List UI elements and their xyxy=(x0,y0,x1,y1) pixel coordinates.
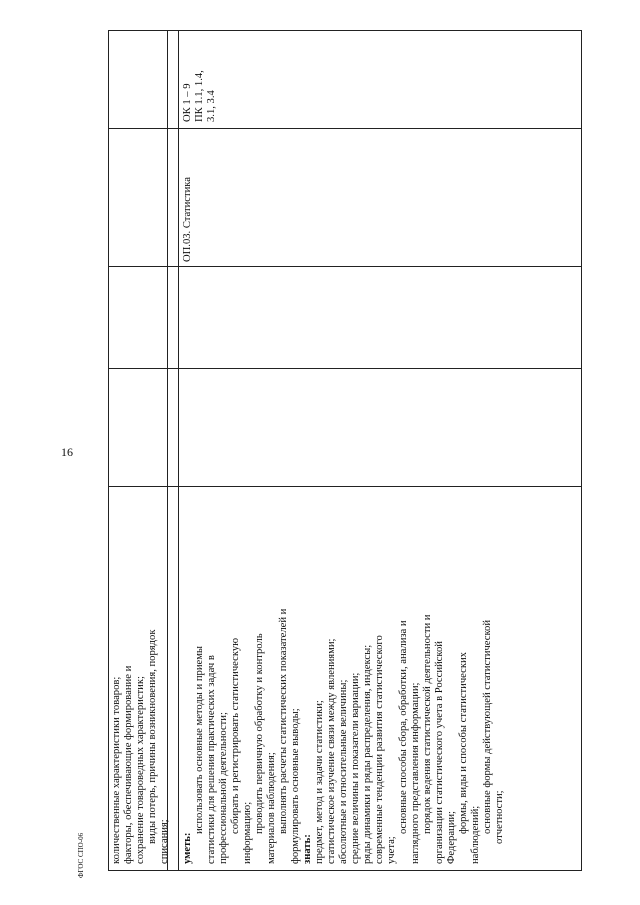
text-line: знать: xyxy=(302,834,313,864)
row-divider-competencies xyxy=(108,128,582,129)
row-divider-mid xyxy=(108,368,582,369)
text-line: современные тенденции развития статистического xyxy=(374,635,385,864)
text-line: уметь: xyxy=(182,832,193,864)
text-line: предмет, метод и задачи статистики; xyxy=(314,700,325,864)
page-number: 16 xyxy=(61,445,73,459)
text-line: виды потерь, причины возникновения, порядок xyxy=(147,629,158,844)
text-line: Федерации; xyxy=(446,811,457,864)
table-border-bottom xyxy=(108,870,582,871)
text-line: информацию; xyxy=(242,801,253,864)
table-border-right xyxy=(581,30,582,871)
table-border-top xyxy=(108,30,582,31)
text-line: собирать и регистрировать статистическую xyxy=(230,637,241,834)
content-cell-body-text xyxy=(182,609,506,864)
text-line: материалов наблюдения; xyxy=(266,752,277,864)
text-line: списания; xyxy=(159,819,170,864)
row-divider-content xyxy=(108,486,582,487)
table-divider-2 xyxy=(178,30,179,871)
competencies-cell xyxy=(182,70,218,122)
table-border-left xyxy=(108,30,109,871)
text-line: наглядного представления информации; xyxy=(410,682,421,864)
text-line: ряды динамики и ряды распределения, индексы; xyxy=(362,644,373,864)
competency-line: 3.1, 3.4 xyxy=(206,90,217,122)
text-line: порядок ведения статистической деятельности и xyxy=(422,614,433,834)
row-divider-discipline xyxy=(108,266,582,267)
competency-line: ПК 1.1, 1.4, xyxy=(194,70,205,122)
discipline-code: ОП.03. Статистика xyxy=(182,177,193,262)
content-cell-top-text xyxy=(111,630,171,864)
text-line: основные формы действующей статистической xyxy=(482,619,493,834)
text-line: количественные характеристики товаров; xyxy=(111,676,122,864)
text-line: основные способы сбора, обработки, анализа и xyxy=(398,620,409,834)
text-line: отчетности; xyxy=(494,790,505,844)
text-line: статистическое изучение связи между явлениями; xyxy=(326,638,337,864)
text-line: абсолютные и относительные величины; xyxy=(338,679,349,864)
footer-standard-code: ФГОС СПО-06 xyxy=(77,832,85,878)
text-line: сохранение товароведных характеристик; xyxy=(135,676,146,864)
text-line: формулировать основные выводы; xyxy=(290,708,301,864)
text-line: использовать основные методы и приемы xyxy=(194,645,205,834)
text-line: средние величины и показатели вариации; xyxy=(350,672,361,864)
text-line: наблюдений; xyxy=(470,805,481,864)
text-line: формы, виды и способы статистических xyxy=(458,652,469,834)
text-line: выполнять расчеты статистических показателей и xyxy=(278,608,289,834)
text-line: статистики для решения практических задач в xyxy=(206,655,217,864)
text-line: учета; xyxy=(386,836,397,864)
text-line: организации статистического учета в Российской xyxy=(434,641,445,864)
competency-line: ОК 1 – 9 xyxy=(182,83,193,122)
text-line: профессиональной деятельности; xyxy=(218,712,229,864)
text-line: проводить первичную обработку и контроль xyxy=(254,633,265,834)
text-line: факторы, обеспечивающие формирование и xyxy=(123,665,134,864)
